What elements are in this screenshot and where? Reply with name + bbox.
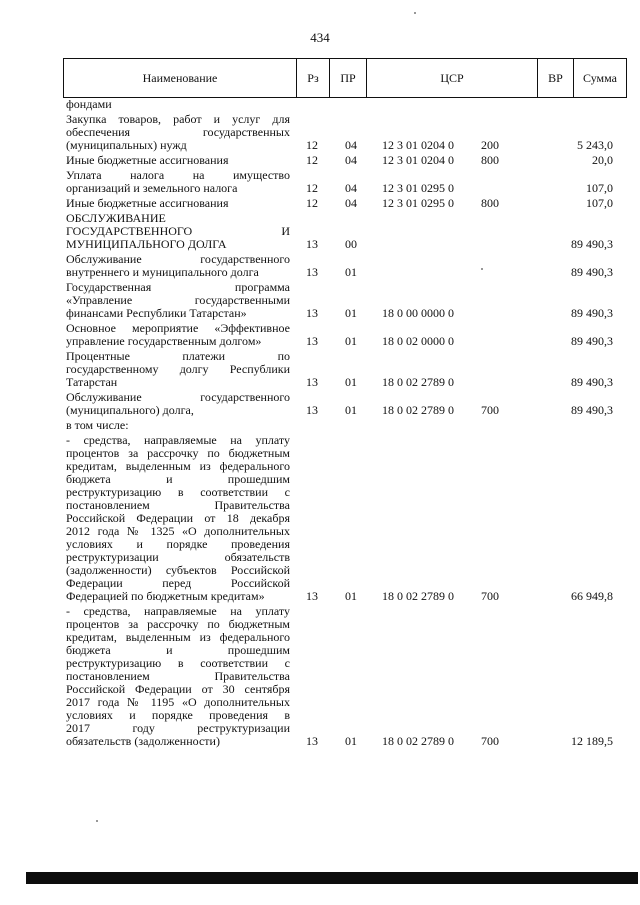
row-name-line: (муниципального) долга, [66, 403, 194, 417]
row-pr: 01 [345, 375, 357, 389]
row-sum: 12 189,5 [571, 734, 613, 748]
row-rz: 13 [306, 589, 318, 603]
row-name-line: постановлением Правительства [66, 669, 290, 683]
row-pr: 04 [345, 153, 357, 167]
row-name-line: обеспечения государственных [66, 125, 290, 139]
scan-speck [96, 820, 98, 822]
row-csr: 18 0 02 2789 0 [382, 403, 454, 417]
row-name [66, 419, 290, 432]
row-pr: 04 [345, 181, 357, 195]
row-name-line: (муниципальных) нужд [66, 138, 187, 152]
row-name-line: реструктуризацию в соответствии с [66, 485, 290, 499]
table-body [0, 98, 640, 750]
row-pr: 01 [345, 265, 357, 279]
row-csr: 18 0 02 2789 0 [382, 589, 454, 603]
row-rz: 13 [306, 334, 318, 348]
row-name-line: МУНИЦИПАЛЬНОГО ДОЛГА [66, 237, 227, 251]
row-name-line: (задолженности) субъектов Российской [66, 563, 290, 577]
row-name-line: финансами Республики Татарстан» [66, 306, 247, 320]
row-csr: 18 0 02 0000 0 [382, 334, 454, 348]
row-vr: 700 [481, 734, 499, 748]
row-name [66, 169, 290, 195]
row-name-line: Российской Федерации от 30 сентября [66, 682, 290, 696]
row-pr: 01 [345, 734, 357, 748]
row-name [66, 98, 290, 111]
row-csr: 12 3 01 0295 0 [382, 196, 454, 210]
scan-speck [414, 12, 416, 14]
row-name [66, 350, 290, 389]
row-name [66, 212, 290, 251]
row-rz: 13 [306, 403, 318, 417]
row-name-line: фондами [66, 97, 112, 111]
table-row [0, 197, 640, 212]
row-name [66, 322, 290, 348]
table-row [0, 322, 640, 350]
row-name-line: Обслуживание государственного [66, 390, 290, 404]
scan-bottom-edge [26, 872, 638, 884]
row-name [66, 253, 290, 279]
row-name [66, 154, 290, 167]
row-name-line: кредитам, выделенным из федерального [66, 459, 290, 473]
row-name-line: Процентные платежи по [66, 349, 290, 363]
row-name-line: Основное мероприятие «Эффективное [66, 321, 290, 335]
row-name-line: реструктуризации обязательств [66, 550, 290, 564]
row-sum: 5 243,0 [577, 138, 613, 152]
row-vr: 700 [481, 589, 499, 603]
row-name-line: - средства, направляемые на уплату [66, 604, 290, 618]
row-rz: 12 [306, 153, 318, 167]
row-name-line: «Управление государственными [66, 293, 290, 307]
row-name-line: Федерацией по бюджетным кредитам» [66, 589, 265, 603]
row-rz: 13 [306, 734, 318, 748]
row-name-line: постановлением Правительства [66, 498, 290, 512]
row-rz: 13 [306, 306, 318, 320]
row-name-line: 2017 году реструктуризации [66, 721, 290, 735]
row-name-line: процентов за рассрочку по бюджетным [66, 446, 290, 460]
row-name-line: бюджета и прошедшим [66, 643, 290, 657]
row-name-line: Государственная программа [66, 280, 290, 294]
row-name-line: Российской Федерации от 18 декабря [66, 511, 290, 525]
row-sum: 89 490,3 [571, 237, 613, 251]
row-name [66, 605, 290, 748]
scan-speck [481, 268, 483, 270]
table-row [0, 605, 640, 750]
row-sum: 89 490,3 [571, 306, 613, 320]
table-row [0, 98, 640, 113]
table-row [0, 253, 640, 281]
header-csr: ЦСР [367, 59, 538, 97]
row-name-line: кредитам, выделенным из федерального [66, 630, 290, 644]
row-name-line: бюджета и прошедшим [66, 472, 290, 486]
row-csr: 18 0 02 2789 0 [382, 375, 454, 389]
row-name-line: - средства, направляемые на уплату [66, 433, 290, 447]
row-name [66, 391, 290, 417]
row-name-line: внутреннего и муниципального долга [66, 265, 259, 279]
row-vr: 200 [481, 138, 499, 152]
row-name-line: организаций и земельного налога [66, 181, 238, 195]
row-csr: 12 3 01 0204 0 [382, 153, 454, 167]
row-name-line: Закупка товаров, работ и услуг для [66, 112, 290, 126]
table-row [0, 419, 640, 434]
table-row [0, 154, 640, 169]
row-pr: 00 [345, 237, 357, 251]
row-vr: 800 [481, 153, 499, 167]
row-csr: 18 0 00 0000 0 [382, 306, 454, 320]
row-csr: 12 3 01 0204 0 [382, 138, 454, 152]
row-name-line: управление государственным долгом» [66, 334, 262, 348]
row-name-line: Уплата налога на имущество [66, 168, 290, 182]
row-name-line: Иные бюджетные ассигнования [66, 153, 229, 167]
row-pr: 04 [345, 138, 357, 152]
row-name [66, 197, 290, 210]
row-vr: 700 [481, 403, 499, 417]
header-sum: Сумма [583, 71, 617, 85]
row-name-line: Татарстан [66, 375, 118, 389]
row-rz: 13 [306, 375, 318, 389]
row-name [66, 434, 290, 603]
header-name: Наименование [64, 59, 297, 97]
table-row [0, 350, 640, 391]
row-pr: 01 [345, 403, 357, 417]
row-rz: 12 [306, 181, 318, 195]
page-number: 434 [310, 30, 330, 45]
row-name [66, 113, 290, 152]
row-sum: 89 490,3 [571, 403, 613, 417]
row-csr: 18 0 02 2789 0 [382, 734, 454, 748]
row-name-line: государственному долгу Республики [66, 362, 290, 376]
row-vr: 800 [481, 196, 499, 210]
row-rz: 13 [306, 265, 318, 279]
row-csr: 12 3 01 0295 0 [382, 181, 454, 195]
row-rz: 12 [306, 196, 318, 210]
header-vr: ВР [538, 59, 574, 97]
row-pr: 01 [345, 306, 357, 320]
row-name-line: условиях и порядке проведения в [66, 708, 290, 722]
row-pr: 04 [345, 196, 357, 210]
row-name-line: ОБСЛУЖИВАНИЕ [66, 211, 166, 225]
row-name-line: обязательств (задолженности) [66, 734, 220, 748]
table-row [0, 169, 640, 197]
table-row [0, 113, 640, 154]
table-row [0, 391, 640, 419]
row-sum: 20,0 [592, 153, 613, 167]
table-row [0, 434, 640, 605]
row-name-line: 2012 года № 1325 «О дополнительных [66, 524, 290, 538]
table-row [0, 281, 640, 322]
row-name [66, 281, 290, 320]
header-rz: Рз [297, 59, 330, 97]
row-sum: 66 949,8 [571, 589, 613, 603]
header-pr: ПР [330, 59, 367, 97]
row-sum: 107,0 [586, 196, 613, 210]
row-pr: 01 [345, 589, 357, 603]
row-name-line: Иные бюджетные ассигнования [66, 196, 229, 210]
row-sum: 89 490,3 [571, 334, 613, 348]
row-name-line: процентов за рассрочку по бюджетным [66, 617, 290, 631]
row-sum: 89 490,3 [571, 265, 613, 279]
row-rz: 13 [306, 237, 318, 251]
row-name-line: Обслуживание государственного [66, 252, 290, 266]
row-name-line: ГОСУДАРСТВЕННОГО И [66, 224, 290, 238]
row-sum: 89 490,3 [571, 375, 613, 389]
row-name-line: 2017 года № 1195 «О дополнительных [66, 695, 290, 709]
row-rz: 12 [306, 138, 318, 152]
row-pr: 01 [345, 334, 357, 348]
row-name-line: условиях и порядке проведения [66, 537, 290, 551]
row-name-line: Федерации перед Российской [66, 576, 290, 590]
row-name-line: в том числе: [66, 418, 129, 432]
table-row [0, 212, 640, 253]
table-header [63, 58, 627, 98]
row-sum: 107,0 [586, 181, 613, 195]
row-name-line: реструктуризацию в соответствии с [66, 656, 290, 670]
